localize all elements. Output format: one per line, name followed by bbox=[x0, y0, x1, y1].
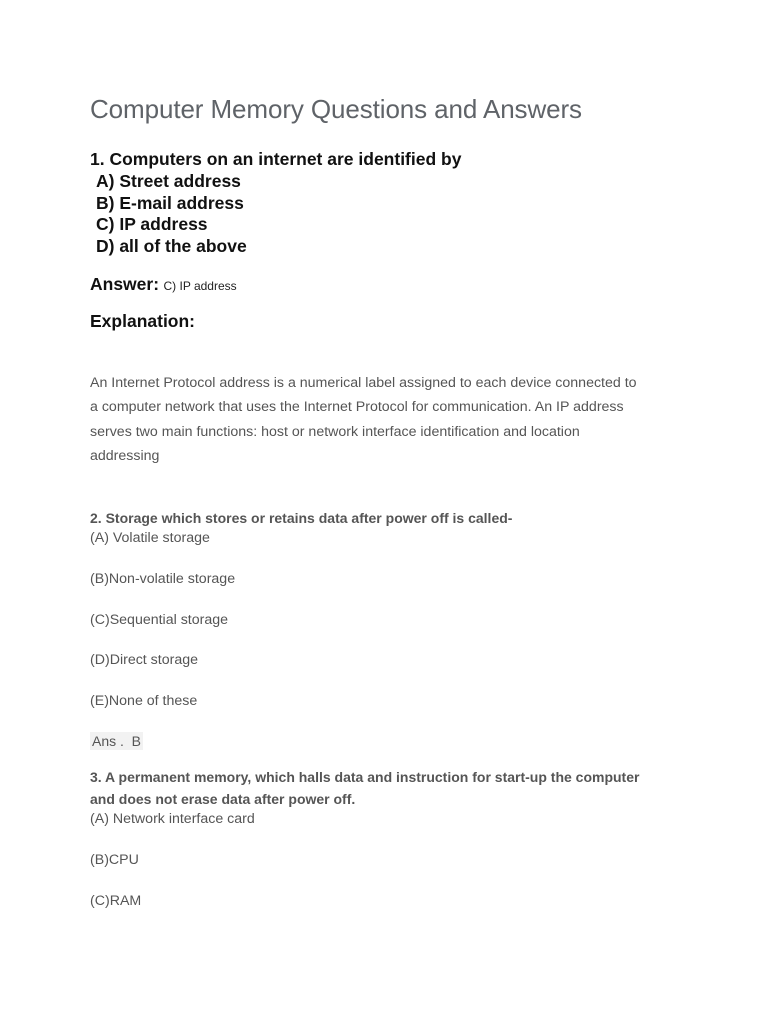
answer-value: C) IP address bbox=[163, 279, 237, 293]
explanation-line: An Internet Protocol address is a numerical label assigned to each device connected to bbox=[90, 375, 637, 391]
answer-label: Answer: bbox=[90, 274, 160, 294]
question-3-option-c: (C)RAM bbox=[90, 893, 142, 909]
question-1-option-d: D) all of the above bbox=[96, 236, 247, 257]
question-3-option-b: (B)CPU bbox=[90, 852, 139, 868]
question-3 bbox=[90, 767, 639, 810]
question-2-text: 2. Storage which stores or retains data after power off is called- bbox=[90, 510, 513, 526]
question-2 bbox=[90, 508, 512, 530]
question-1-option-b: B) E-mail address bbox=[96, 192, 244, 213]
question-2-option-e: (E)None of these bbox=[90, 693, 198, 709]
explanation-label: Explanation: bbox=[90, 311, 196, 331]
explanation-text bbox=[90, 371, 680, 468]
question-1-text: 1. Computers on an internet are identified by bbox=[90, 149, 462, 169]
question-2-option-c: (C)Sequential storage bbox=[90, 612, 229, 628]
question-2-option-d: (D)Direct storage bbox=[90, 652, 199, 668]
question-3-text-line: 3. A permanent memory, which halls data and instruction for start-up the computer bbox=[90, 769, 640, 785]
question-1-option-c: C) IP address bbox=[96, 214, 208, 235]
page-title: Computer Memory Questions and Answers bbox=[90, 94, 582, 124]
question-1-option-a: A) Street address bbox=[96, 170, 241, 191]
question-2-option-b: (B)Non-volatile storage bbox=[90, 571, 236, 587]
question-2-option-a: (A) Volatile storage bbox=[90, 530, 210, 546]
question-1 bbox=[90, 149, 461, 258]
explanation-line: addressing bbox=[90, 447, 160, 464]
question-1-answer bbox=[90, 274, 237, 295]
question-2-answer: Ans . B bbox=[92, 733, 142, 749]
question-3-option-a: (A) Network interface card bbox=[90, 811, 255, 827]
explanation-line: serves two main functions: host or network interface identification and location bbox=[90, 423, 580, 440]
question-3-text-line: and does not erase data after power off. bbox=[90, 790, 356, 807]
explanation-line: a computer network that uses the Internet Protocol for communication. An IP address bbox=[90, 399, 624, 416]
